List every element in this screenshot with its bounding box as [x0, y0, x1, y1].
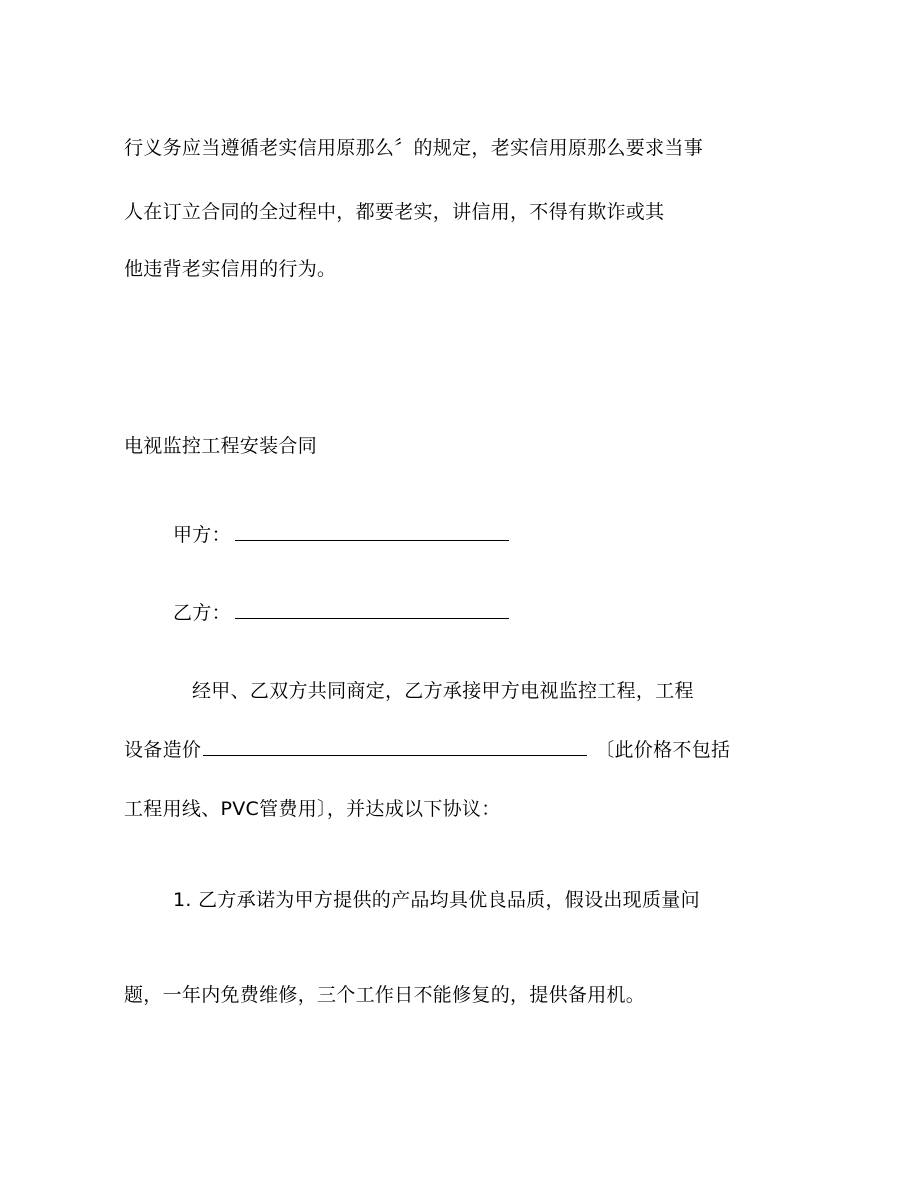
- equipment-cost-blank[interactable]: [203, 737, 587, 756]
- intro-line-3: 他违背老实信用的行为。: [124, 258, 337, 280]
- agreement-line-2: [124, 737, 730, 762]
- party-b-row: [173, 600, 509, 625]
- party-a-blank[interactable]: [235, 522, 509, 541]
- agreement-line-1: 经甲、乙双方共同商定，乙方承接甲方电视监控工程，工程: [192, 680, 694, 702]
- clause1-line-1: 1. 乙方承诺为甲方提供的产品均具优良品质，假设出现质量问: [173, 889, 700, 911]
- party-b-label: 乙方：: [173, 602, 231, 624]
- agreement-line-3: 工程用线、PVC管费用〕，并达成以下协议：: [124, 798, 501, 820]
- party-a-label: 甲方：: [173, 524, 231, 546]
- equipment-cost-label: 设备造价: [124, 739, 202, 761]
- clause1-line-2: 题，一年内免费维修，三个工作日不能修复的，提供备用机。: [124, 984, 646, 1006]
- intro-line-1: 行义务应当遵循老实信用原那么〞的规定，老实信用原那么要求当事: [124, 137, 704, 159]
- party-a-row: [173, 522, 509, 547]
- contract-title: 电视监控工程安装合同: [124, 435, 318, 457]
- intro-line-2: 人在订立合同的全过程中，都要老实，讲信用，不得有欺诈或其: [124, 201, 665, 223]
- party-b-blank[interactable]: [235, 600, 509, 619]
- price-note-open: 〔此价格不包括: [595, 739, 731, 761]
